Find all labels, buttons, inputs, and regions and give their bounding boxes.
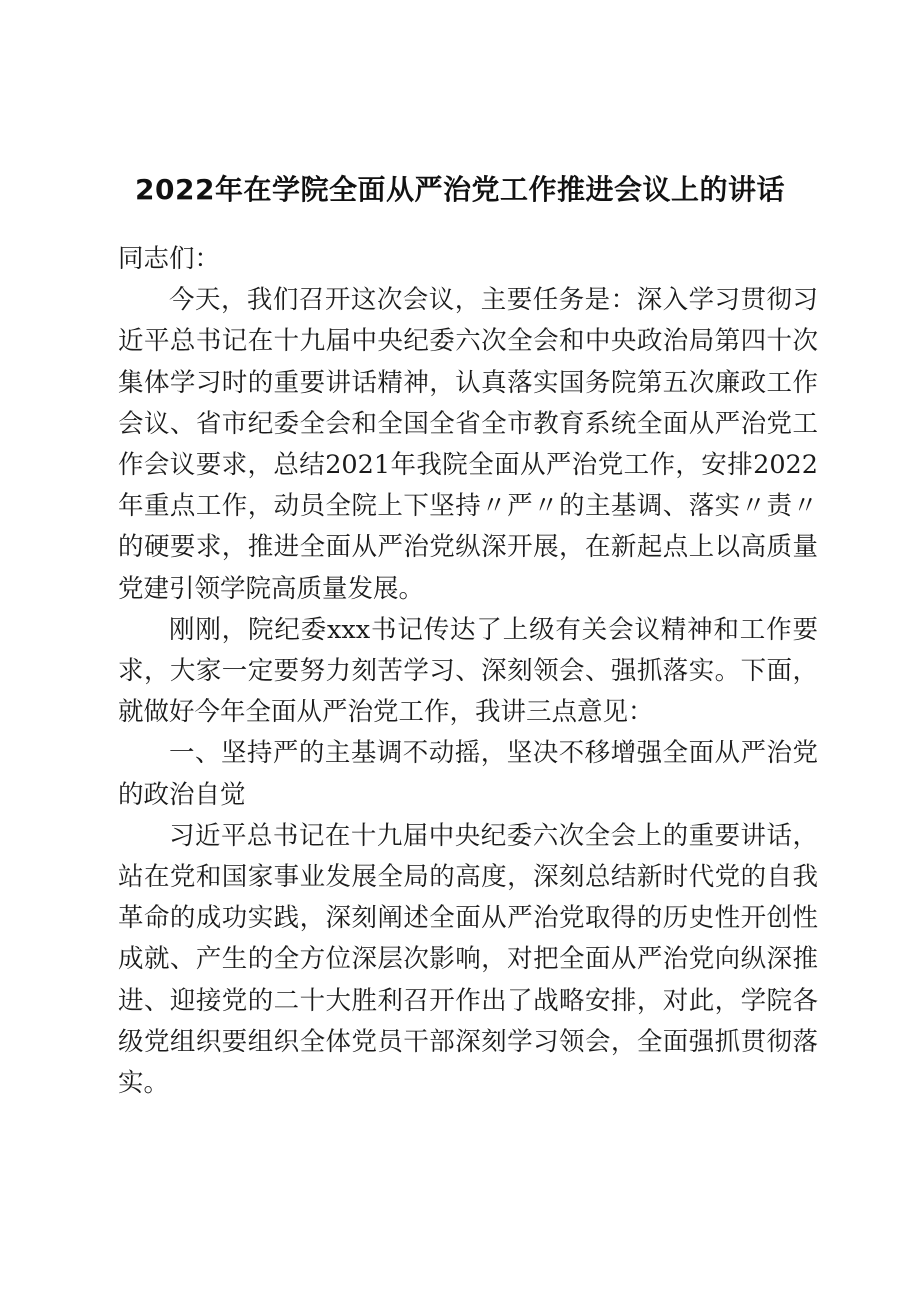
document-body	[118, 239, 818, 1104]
document-title: 2022年在学院全面从严治党工作推进会议上的讲话	[135, 173, 785, 206]
paragraph-transition: 刚刚，院纪委xxx书记传达了上级有关会议精神和工作要求，大家一定要努力刻苦学习、深刻领会、强抓落实。下面，就做好今年全面从严治党工作，我讲三点意见：	[118, 614, 818, 728]
paragraph-section-one: 习近平总书记在十九届中央纪委六次全会上的重要讲话，站在党和国家事业发展全局的高度，深刻总结新时代党的自我革命的成功实践，深刻阐述全面从严治党取得的历史性开创性成就、产生的全方位深层次影响，对把全面从严治党向纵深推进、迎接党的二十大胜利召开作出了战略安排，对此，学院各级党组织要组织全体党员干部深刻学习领会，全面强抓贯彻落实。	[118, 820, 818, 1099]
section-heading-one: 一、坚持严的主基调不动摇，坚决不移增强全面从严治党的政治自觉	[118, 738, 818, 810]
salutation: 同志们：	[118, 244, 221, 274]
paragraph-opening: 今天，我们召开这次会议，主要任务是：深入学习贯彻习近平总书记在十九届中央纪委六次全会和中央政治局第四十次集体学习时的重要讲话精神，认真落实国务院第五次廉政工作会议、省市纪委全会和全国全省全市教育系统全面从严治党工作会议要求，总结2021年我院全面从严治党工作，安排2022年重点工作，动员全院上下坚持〃严〃的主基调、落实〃责〃的硬要求，推进全面从严治党纵深开展，在新起点上以高质量党建引领学院高质量发展。	[118, 285, 818, 604]
